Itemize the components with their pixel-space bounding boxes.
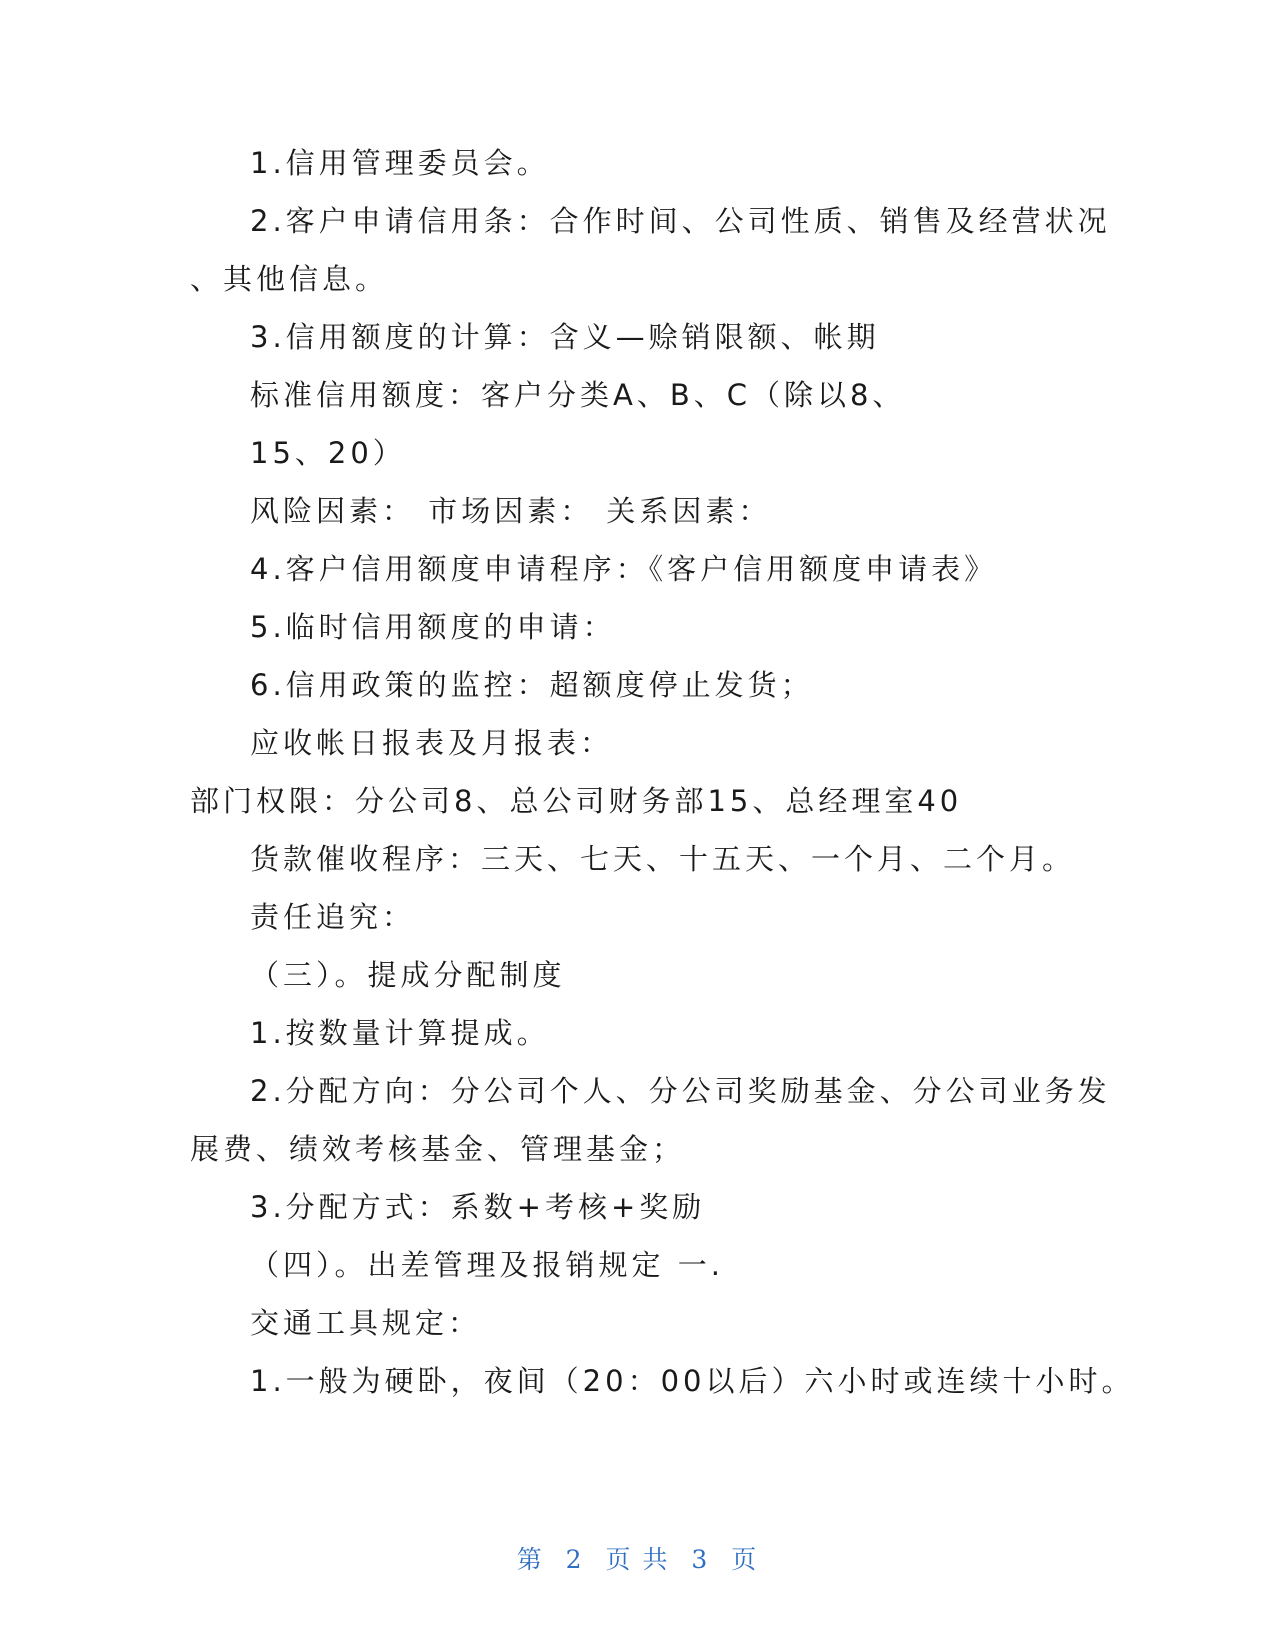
text-line: 1.一般为硬卧，夜间（20：00以后）六小时或连续十小时。 (250, 1364, 1135, 1398)
footer-total-pages: 3 (691, 1545, 710, 1574)
text-line: 、其他信息。 (190, 262, 389, 296)
text-line: 1.按数量计算提成。 (250, 1016, 550, 1050)
text-line: 3.分配方式：系数+考核+奖励 (250, 1190, 706, 1224)
section-heading: （三）。提成分配制度 (250, 958, 566, 992)
text-line: 2.分配方向：分公司个人、分公司奖励基金、分公司业务发 (250, 1074, 1111, 1108)
text-line: 1.信用管理委员会。 (250, 146, 550, 180)
page-footer (0, 1545, 1275, 1575)
text-line: 6.信用政策的监控：超额度停止发货； (250, 668, 814, 702)
section-heading: （四）。出差管理及报销规定 一. (250, 1248, 724, 1282)
text-line: 5.临时信用额度的申请： (250, 610, 616, 644)
text-line: 15、20） (250, 436, 406, 470)
text-line: 风险因素： 市场因素： 关系因素： (250, 494, 772, 528)
text-line: 部门权限：分公司8、总公司财务部15、总经理室40 (190, 784, 963, 818)
text-line: 交通工具规定： (250, 1306, 482, 1340)
footer-suffix: 页 (731, 1545, 759, 1574)
footer-middle: 页 共 (605, 1545, 670, 1574)
text-line: 3.信用额度的计算：含义—赊销限额、帐期 (250, 320, 880, 354)
text-line: 标准信用额度：客户分类A、B、C（除以8、 (250, 378, 906, 412)
footer-page-number: 2 (565, 1545, 584, 1574)
text-line: 货款催收程序：三天、七天、十五天、一个月、二个月。 (250, 842, 1076, 876)
text-line: 应收帐日报表及月报表： (250, 726, 614, 760)
footer-prefix: 第 (516, 1545, 544, 1574)
text-line: 责任追究： (250, 900, 416, 934)
text-line: 2.客户申请信用条：合作时间、公司性质、销售及经营状况 (250, 204, 1111, 238)
text-line: 展费、绩效考核基金、管理基金； (190, 1132, 686, 1166)
text-line: 4.客户信用额度申请程序：《客户信用额度申请表》 (250, 552, 998, 586)
